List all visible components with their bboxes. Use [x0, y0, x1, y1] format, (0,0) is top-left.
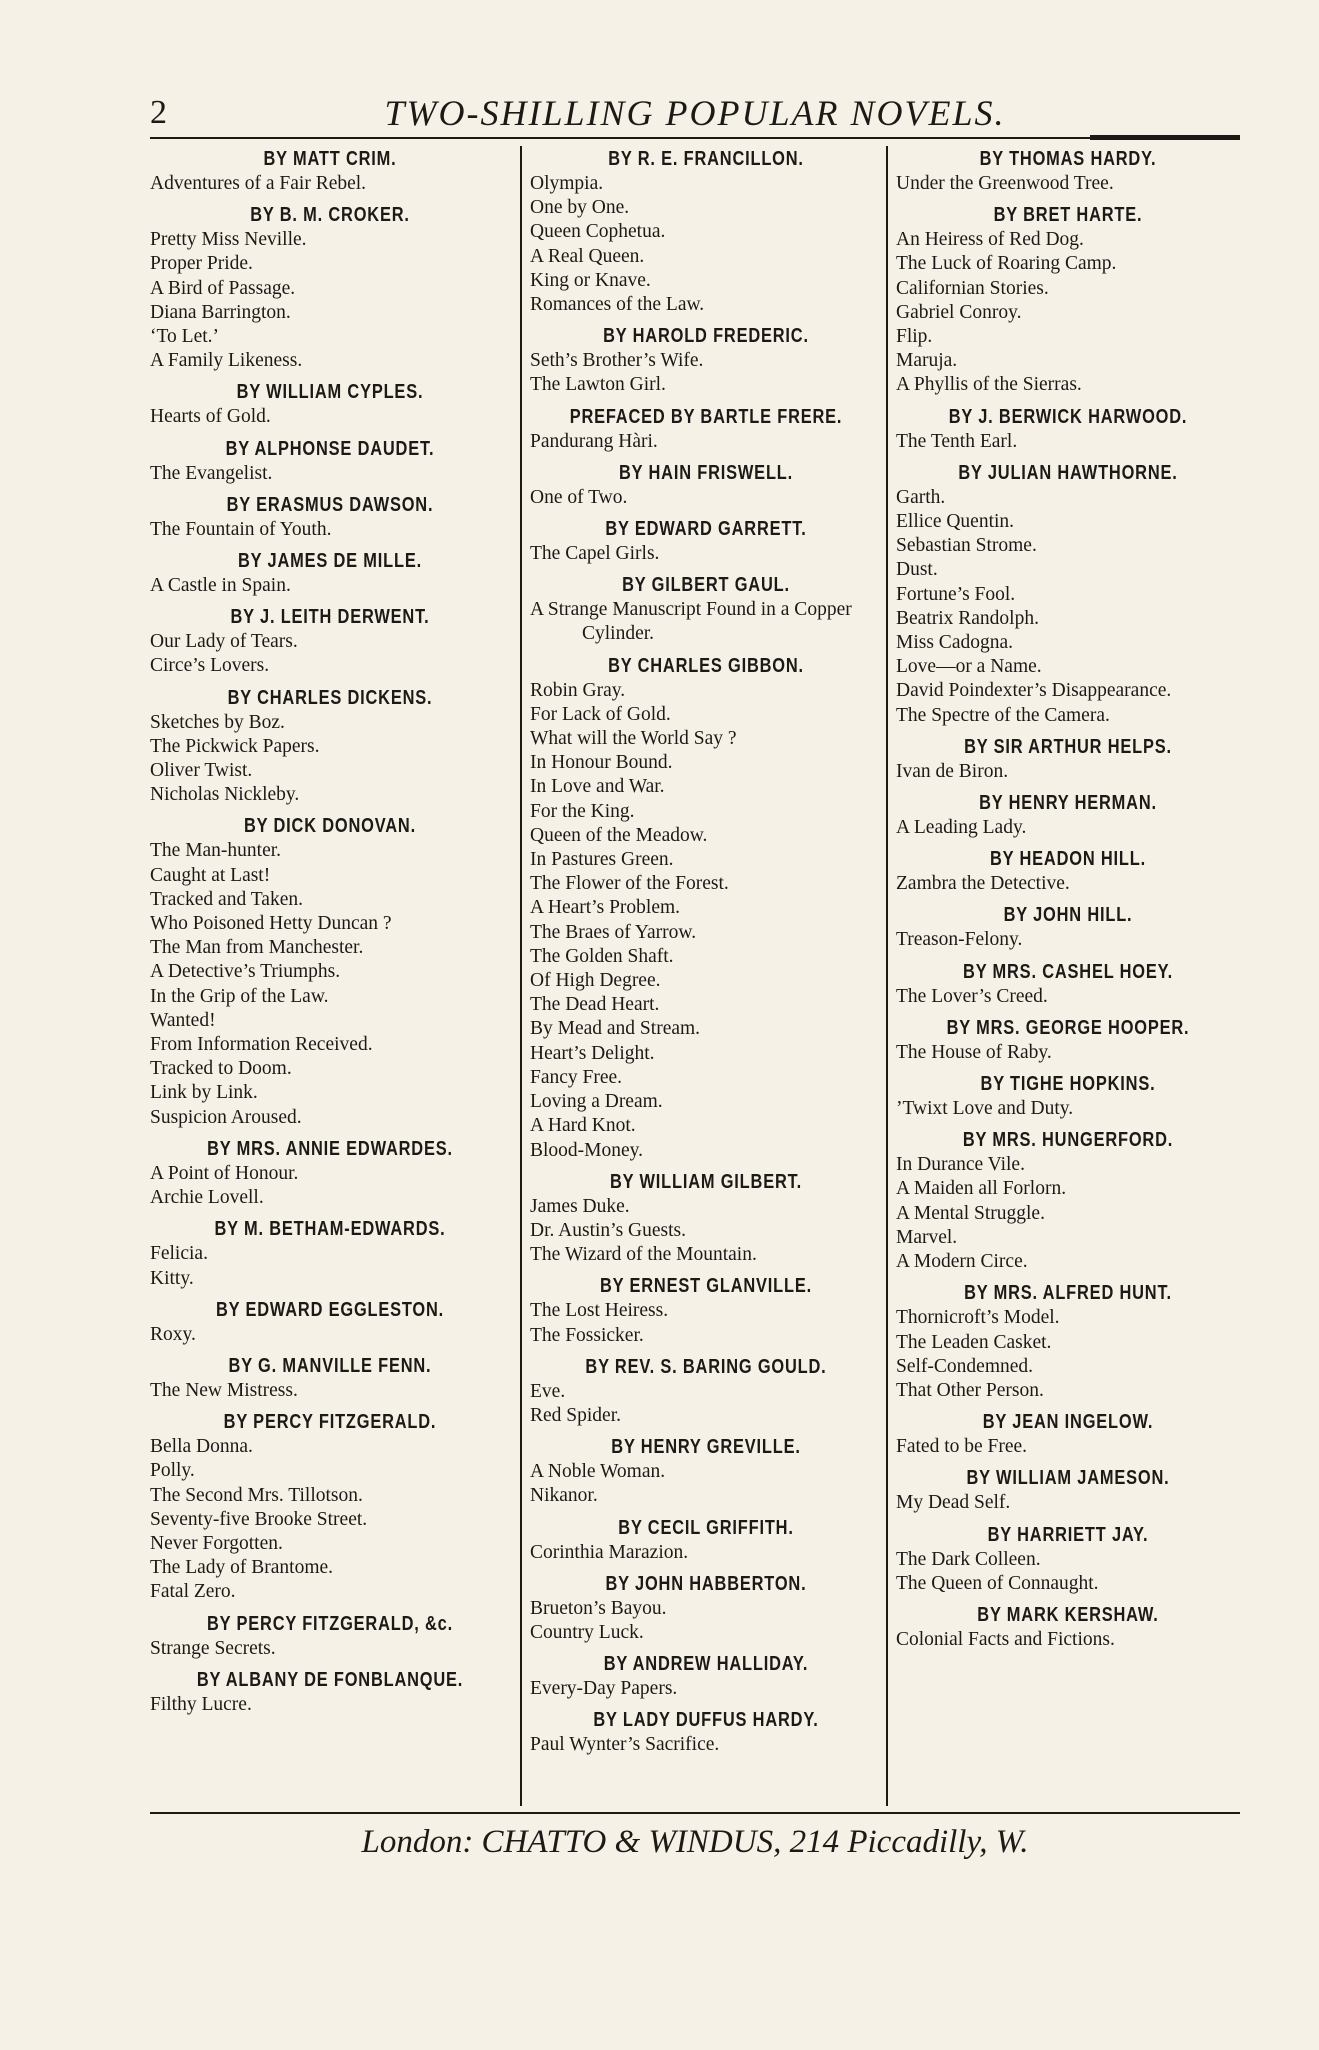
author-heading: BY ERASMUS DAWSON.	[226, 493, 434, 516]
book-title: Nikanor.	[530, 1485, 598, 1507]
book-title: Seth’s Brother’s Wife.	[530, 350, 704, 372]
book-title: A Modern Circe.	[896, 1251, 1028, 1273]
book-title: The Lady of Brantome.	[150, 1557, 334, 1579]
author-heading: BY REV. S. BARING GOULD.	[585, 1355, 827, 1378]
book-title: Dust.	[896, 559, 938, 581]
author-heading: BY HENRY HERMAN.	[979, 792, 1157, 815]
book-title: Caught at Last!	[150, 864, 271, 886]
author-heading: BY MRS. GEORGE HOOPER.	[946, 1016, 1190, 1039]
book-title: James Duke.	[530, 1195, 630, 1217]
book-title: The Fountain of Youth.	[150, 518, 332, 540]
header-rule	[150, 137, 1240, 139]
book-title: Heart’s Delight.	[530, 1042, 655, 1064]
book-title: Corinthia Marazion.	[530, 1541, 689, 1563]
book-title: Love—or a Name.	[896, 656, 1042, 678]
author-heading: BY MRS. ALFRED HUNT.	[964, 1282, 1172, 1305]
book-title: The Dark Colleen.	[896, 1548, 1041, 1570]
book-title: Gabriel Conroy.	[896, 301, 1022, 323]
author-heading: BY MATT CRIM.	[263, 148, 397, 170]
book-title: Filthy Lucre.	[150, 1693, 252, 1715]
page-number: 2	[150, 94, 167, 131]
author-heading: PREFACED BY BARTLE FRERE.	[569, 405, 843, 428]
header-rule-thick	[1090, 135, 1240, 140]
book-title: Diana Barrington.	[150, 301, 291, 323]
book-title: A Phyllis of the Sierras.	[896, 374, 1082, 396]
author-heading: BY WILLIAM GILBERT.	[609, 1170, 803, 1193]
book-title: ’Twixt Love and Duty.	[896, 1098, 1074, 1120]
column-2	[520, 146, 882, 1806]
book-title: ‘To Let.’	[150, 326, 220, 348]
book-title: By Mead and Stream.	[530, 1018, 701, 1040]
book-title: Beatrix Randolph.	[896, 607, 1039, 629]
book-title: A Maiden all Forlorn.	[896, 1178, 1067, 1200]
book-title: Californian Stories.	[896, 277, 1049, 299]
book-title: Fatal Zero.	[150, 1581, 236, 1603]
publisher-imprint: London: CHATTO & WINDUS, 214 Piccadilly, W.	[361, 1824, 1029, 1860]
book-title: Wanted!	[150, 1009, 216, 1031]
author-heading: BY MRS. HUNGERFORD.	[962, 1129, 1174, 1152]
author-heading: BY JOHN HABBERTON.	[605, 1572, 807, 1595]
author-heading: BY HAROLD FREDERIC.	[603, 325, 809, 348]
book-title: The Luck of Roaring Camp.	[896, 253, 1117, 275]
book-title: The Golden Shaft.	[530, 945, 674, 967]
book-title: A Real Queen.	[530, 245, 645, 267]
book-title: Colonial Facts and Fictions.	[896, 1628, 1115, 1650]
book-title: One by One.	[530, 197, 630, 219]
book-title: The Capel Girls.	[530, 543, 660, 565]
author-heading: BY JULIAN HAWTHORNE.	[958, 461, 1178, 484]
book-title: Marvel.	[896, 1226, 958, 1248]
book-title: Dr. Austin’s Guests.	[530, 1219, 687, 1241]
book-title: For Lack of Gold.	[530, 703, 671, 725]
book-title: The Braes of Yarrow.	[530, 921, 697, 943]
page-header	[150, 92, 1240, 138]
book-title: The Dead Heart.	[530, 994, 660, 1016]
author-heading: BY J. LEITH DERWENT.	[230, 606, 430, 629]
book-title: What will the World Say ?	[530, 728, 737, 750]
author-heading: BY SIR ARTHUR HELPS.	[964, 735, 1172, 758]
book-title: Country Luck.	[530, 1621, 644, 1643]
book-title: Bella Donna.	[150, 1436, 253, 1458]
book-title: The Queen of Connaught.	[896, 1572, 1099, 1594]
column-1	[150, 146, 510, 1806]
book-title: Treason-Felony.	[896, 929, 1023, 951]
book-title: In Pastures Green.	[530, 849, 674, 871]
author-heading: BY DICK DONOVAN.	[244, 815, 416, 838]
author-heading: BY ANDREW HALLIDAY.	[603, 1653, 809, 1676]
author-heading: BY HEADON HILL.	[990, 848, 1146, 871]
book-title: Sebastian Strome.	[896, 535, 1037, 557]
book-title: Never Forgotten.	[150, 1532, 283, 1554]
book-title: Felicia.	[150, 1243, 208, 1265]
book-title: A Mental Struggle.	[896, 1202, 1045, 1224]
book-title: Of High Degree.	[530, 970, 661, 992]
book-title: Every-Day Papers.	[530, 1678, 678, 1700]
book-title: The New Mistress.	[150, 1379, 298, 1401]
book-title: The Spectre of the Camera.	[896, 704, 1110, 726]
book-title: Polly.	[150, 1460, 195, 1482]
book-title: Seventy-five Brooke Street.	[150, 1508, 368, 1530]
book-title: From Information Received.	[150, 1034, 373, 1056]
book-title: Tracked to Doom.	[150, 1058, 292, 1080]
book-title: A Noble Woman.	[530, 1461, 666, 1483]
author-heading: BY MRS. CASHEL HOEY.	[963, 960, 1173, 983]
book-title: A Leading Lady.	[896, 817, 1027, 839]
book-title: The Lawton Girl.	[530, 374, 666, 396]
book-title: Brueton’s Bayou.	[530, 1597, 667, 1619]
book-title: Sketches by Boz.	[150, 711, 285, 733]
book-title: Queen of the Meadow.	[530, 824, 708, 846]
book-title: Queen Cophetua.	[530, 221, 666, 243]
author-heading: BY ERNEST GLANVILLE.	[599, 1275, 812, 1298]
book-title: That Other Person.	[896, 1379, 1044, 1401]
author-heading: BY EDWARD GARRETT.	[605, 518, 807, 541]
author-heading: BY MRS. ANNIE EDWARDES.	[207, 1137, 453, 1160]
book-title: Olympia.	[530, 173, 604, 194]
book-title: A Family Likeness.	[150, 350, 303, 372]
author-heading: BY JOHN HILL.	[1003, 904, 1133, 927]
column-3	[886, 146, 1240, 1806]
author-heading: BY LADY DUFFUS HARDY.	[593, 1709, 819, 1732]
book-title: Nicholas Nickleby.	[150, 784, 300, 806]
author-heading: BY THOMAS HARDY.	[979, 148, 1157, 170]
author-heading: BY JAMES DE MILLE.	[238, 550, 422, 573]
book-title: The Evangelist.	[150, 462, 273, 484]
book-title: Blood-Money.	[530, 1139, 644, 1161]
author-heading: BY WILLIAM CYPLES.	[236, 381, 424, 404]
book-title: My Dead Self.	[896, 1492, 1011, 1514]
book-title: Under the Greenwood Tree.	[896, 173, 1114, 194]
book-title: Paul Wynter’s Sacrifice.	[530, 1734, 720, 1756]
book-title: The Man-hunter.	[150, 840, 282, 862]
author-heading: BY M. BETHAM-EDWARDS.	[214, 1218, 446, 1241]
book-title: Fated to be Free.	[896, 1436, 1028, 1458]
book-title: A Point of Honour.	[150, 1162, 299, 1184]
author-heading: BY ALPHONSE DAUDET.	[225, 437, 435, 460]
author-heading: BY B. M. CROKER.	[250, 204, 410, 227]
book-title: The Man from Manchester.	[150, 937, 364, 959]
book-title: Tracked and Taken.	[150, 888, 303, 910]
author-heading: BY J. BERWICK HARWOOD.	[948, 405, 1188, 428]
book-title: Robin Gray.	[530, 679, 626, 701]
book-title: Fancy Free.	[530, 1066, 623, 1088]
book-title: A Strange Manuscript Found in a Copper Cylinder.	[530, 599, 852, 645]
book-title: Garth.	[896, 486, 946, 508]
book-title: A Detective’s Triumphs.	[150, 961, 341, 983]
author-heading: BY ALBANY DE FONBLANQUE.	[196, 1668, 464, 1691]
book-title: Ivan de Biron.	[896, 760, 1009, 782]
book-title: Our Lady of Tears.	[150, 631, 298, 653]
book-title: Archie Lovell.	[150, 1187, 264, 1209]
book-title: For the King.	[530, 800, 635, 822]
book-title: A Castle in Spain.	[150, 575, 291, 597]
author-heading: BY CECIL GRIFFITH.	[618, 1516, 794, 1539]
book-title: Eve.	[530, 1380, 566, 1402]
book-title: In Honour Bound.	[530, 752, 673, 774]
author-heading: BY CHARLES GIBBON.	[608, 654, 804, 677]
author-heading: BY JEAN INGELOW.	[982, 1411, 1154, 1434]
book-title: In the Grip of the Law.	[150, 985, 329, 1007]
book-title: Who Poisoned Hetty Duncan ?	[150, 913, 392, 935]
book-title: A Heart’s Problem.	[530, 897, 681, 919]
book-title: The Lost Heiress.	[530, 1300, 669, 1322]
book-title: Link by Link.	[150, 1082, 258, 1104]
footer-rule	[150, 1812, 1240, 1814]
book-title: In Durance Vile.	[896, 1154, 1025, 1176]
author-heading: BY BRET HARTE.	[993, 204, 1143, 227]
author-heading: BY WILLIAM JAMESON.	[966, 1467, 1170, 1490]
book-title: Pretty Miss Neville.	[150, 229, 307, 251]
book-title: Hearts of Gold.	[150, 406, 271, 428]
author-heading: BY PERCY FITZGERALD, &c.	[207, 1612, 453, 1635]
book-title: David Poindexter’s Disappearance.	[896, 680, 1172, 702]
book-title: In Love and War.	[530, 776, 665, 798]
book-title: Red Spider.	[530, 1404, 621, 1426]
book-title: Zambra the Detective.	[896, 873, 1070, 895]
book-title: Self-Condemned.	[896, 1355, 1034, 1377]
book-title: Maruja.	[896, 350, 958, 372]
book-title: The Pickwick Papers.	[150, 735, 320, 757]
book-title: Pandurang Hàri.	[530, 430, 658, 452]
book-title: Thornicroft’s Model.	[896, 1307, 1060, 1329]
book-title: Circe’s Lovers.	[150, 655, 270, 677]
book-title: Proper Pride.	[150, 253, 253, 275]
book-title: Adventures of a Fair Rebel.	[150, 173, 367, 194]
book-title: Miss Cadogna.	[896, 632, 1013, 654]
running-title: TWO-SHILLING POPULAR NOVELS.	[384, 93, 1006, 133]
book-title: Strange Secrets.	[150, 1637, 276, 1659]
book-title: The Second Mrs. Tillotson.	[150, 1484, 363, 1506]
author-heading: BY PERCY FITZGERALD.	[223, 1411, 437, 1434]
book-title: The Tenth Earl.	[896, 430, 1018, 452]
book-title: Oliver Twist.	[150, 760, 253, 782]
author-heading: BY R. E. FRANCILLON.	[608, 148, 804, 170]
book-title: A Hard Knot.	[530, 1115, 636, 1137]
book-title: Fortune’s Fool.	[896, 583, 1016, 605]
book-title: The Lover’s Creed.	[896, 985, 1048, 1007]
book-title: An Heiress of Red Dog.	[896, 229, 1084, 251]
book-title: The Leaden Casket.	[896, 1331, 1052, 1353]
book-title: King or Knave.	[530, 269, 651, 291]
author-heading: BY HARRIETT JAY.	[987, 1523, 1149, 1546]
book-title: Loving a Dream.	[530, 1091, 663, 1113]
catalogue-columns	[150, 146, 1240, 1806]
author-heading: BY HAIN FRISWELL.	[619, 461, 793, 484]
book-title: Kitty.	[150, 1267, 194, 1289]
author-heading: BY G. MANVILLE FENN.	[228, 1354, 432, 1377]
author-heading: BY CHARLES DICKENS.	[227, 686, 433, 709]
book-title: Suspicion Aroused.	[150, 1106, 302, 1128]
author-heading: BY MARK KERSHAW.	[977, 1603, 1159, 1626]
book-title: Romances of the Law.	[530, 294, 705, 316]
book-title: The Flower of the Forest.	[530, 873, 729, 895]
book-title: The Wizard of the Mountain.	[530, 1244, 757, 1266]
book-title: One of Two.	[530, 486, 628, 508]
author-heading: BY EDWARD EGGLESTON.	[215, 1298, 445, 1321]
book-title: Flip.	[896, 326, 933, 348]
author-heading: BY TIGHE HOPKINS.	[980, 1073, 1156, 1096]
author-heading: BY HENRY GREVILLE.	[611, 1436, 801, 1459]
book-title: The Fossicker.	[530, 1324, 644, 1346]
book-title: Roxy.	[150, 1323, 196, 1345]
book-title: A Bird of Passage.	[150, 277, 296, 299]
author-heading: BY GILBERT GAUL.	[622, 574, 790, 597]
book-title: The House of Raby.	[896, 1041, 1052, 1063]
book-title: Ellice Quentin.	[896, 511, 1015, 533]
